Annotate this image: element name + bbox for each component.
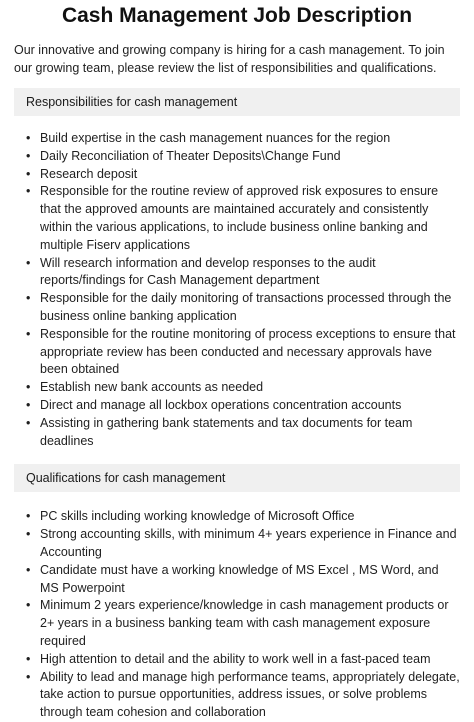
- responsibility-item: • Build expertise in the cash management nuances for the region: [26, 130, 460, 148]
- qualification-item: • Ability to lead and manage high performance teams, appropriately delegate, take action to pursue opportunities, address issues, or solve problems through team cohesion and collaboration: [26, 669, 460, 722]
- responsibilities-header: Responsibilities for cash management: [14, 88, 460, 116]
- responsibility-item: • Will research information and develop responses to the audit reports/findings for Cash Management department: [26, 255, 460, 291]
- qualification-item: • High attention to detail and the ability to work well in a fast-paced team: [26, 651, 460, 669]
- responsibilities-list: [14, 130, 460, 450]
- qualification-item: • Strong accounting skills, with minimum 4+ years experience in Finance and Accounting: [26, 526, 460, 562]
- responsibility-item: • Establish new bank accounts as needed: [26, 379, 460, 397]
- qualification-item: • Candidate must have a working knowledge of MS Excel , MS Word, and MS Powerpoint: [26, 562, 460, 598]
- qualification-item: • Minimum 2 years experience/knowledge in cash management products or 2+ years in a business banking team with cash management exposure required: [26, 597, 460, 650]
- responsibility-item: • Research deposit: [26, 166, 460, 184]
- qualifications-header: Qualifications for cash management: [14, 464, 460, 492]
- responsibility-item: • Direct and manage all lockbox operations concentration accounts: [26, 397, 460, 415]
- intro-paragraph: Our innovative and growing company is hiring for a cash management. To join our growing team, please review the list of responsibilities and qualifications.: [14, 43, 445, 75]
- responsibility-item: • Assisting in gathering bank statements and tax documents for team deadlines: [26, 415, 460, 451]
- page-title: Cash Management Job Description: [61, 4, 413, 27]
- responsibility-item: • Responsible for the routine review of approved risk exposures to ensure that the approved amounts are maintained accurately and consistently within the various applications, to include business online banking and multiple Fiserv applications: [26, 183, 460, 254]
- responsibility-item: • Daily Reconciliation of Theater Deposits\Change Fund: [26, 148, 460, 166]
- qualification-item: • PC skills including working knowledge of Microsoft Office: [26, 508, 460, 526]
- qualifications-list: [14, 508, 460, 722]
- responsibility-item: • Responsible for the routine monitoring of process exceptions to ensure that appropriate review has been conducted and necessary approvals have been obtained: [26, 326, 460, 379]
- responsibility-item: • Responsible for the daily monitoring of transactions processed through the business online banking application: [26, 290, 460, 326]
